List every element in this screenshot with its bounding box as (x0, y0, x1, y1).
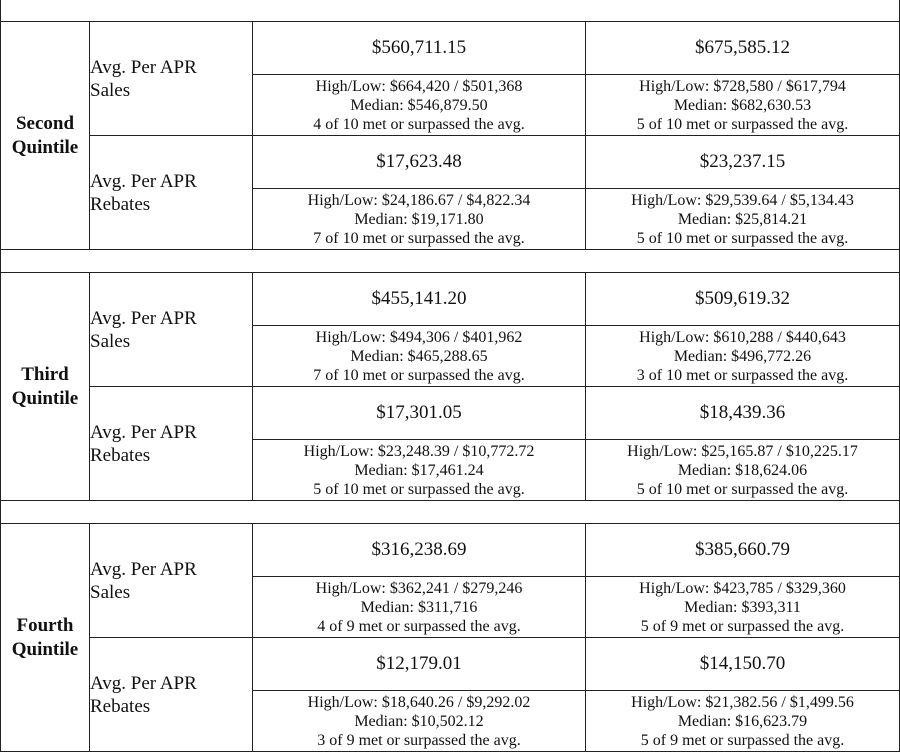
met-count-text: 4 of 10 met or surpassed the avg. (313, 115, 525, 133)
high-low-text: High/Low: $18,640.26 / $9,292.02 (307, 693, 531, 711)
empty-cell (1, 250, 900, 273)
met-count-text: 3 of 10 met or surpassed the avg. (636, 366, 849, 384)
met-count-text: 5 of 10 met or surpassed the avg. (636, 115, 849, 133)
metric-label-cell (90, 22, 253, 136)
quintile-name-cell (1, 273, 90, 501)
average-value: $17,623.48 (253, 136, 586, 189)
median-text: Median: $16,623.79 (677, 712, 808, 730)
median-text: Median: $10,502.12 (354, 712, 484, 730)
metric-label-cell (90, 387, 253, 501)
stats-cell (586, 75, 900, 136)
average-value: $18,439.36 (586, 387, 900, 440)
quintile-name: Second (15, 112, 75, 134)
table-row (1, 136, 900, 189)
high-low-text: High/Low: $423,785 / $329,360 (639, 579, 846, 597)
metric-label: Rebates (90, 444, 151, 466)
quintile-name-cell (1, 22, 90, 250)
metric-label: Rebates (90, 695, 151, 717)
metric-label: Sales (90, 330, 131, 352)
average-value: $509,619.32 (586, 273, 900, 326)
stats-cell (253, 577, 586, 638)
stats-cell (253, 691, 586, 752)
metric-label-cell (90, 524, 253, 638)
met-count-text: 3 of 9 met or surpassed the avg. (317, 731, 521, 749)
average-value: $14,150.70 (586, 638, 900, 691)
high-low-text: High/Low: $29,539.64 / $5,134.43 (631, 191, 854, 209)
met-count-text: 7 of 10 met or surpassed the avg. (313, 229, 525, 247)
quintile-name: Quintile (11, 638, 79, 660)
met-count-text: 4 of 9 met or surpassed the avg. (317, 617, 521, 635)
quintile-name-cell (1, 524, 90, 752)
stats-cell (586, 440, 900, 501)
high-low-text: High/Low: $728,580 / $617,794 (639, 77, 846, 95)
empty-cell (1, 501, 900, 524)
metric-label: Avg. Per APR (90, 170, 197, 192)
metric-label: Rebates (90, 193, 151, 215)
median-text: Median: $682,630.53 (673, 96, 812, 114)
table-row (1, 638, 900, 691)
high-low-text: High/Low: $664,420 / $501,368 (315, 77, 523, 95)
high-low-text: High/Low: $23,248.39 / $10,772.72 (303, 442, 535, 460)
metric-label-cell (90, 136, 253, 250)
table-row (1, 22, 900, 75)
average-value: $17,301.05 (253, 387, 586, 440)
median-text: Median: $393,311 (684, 598, 801, 616)
table-row (1, 524, 900, 577)
high-low-text: High/Low: $24,186.67 / $4,822.34 (307, 191, 531, 209)
high-low-text: High/Low: $21,382.56 / $1,499.56 (631, 693, 854, 711)
table-row (1, 387, 900, 440)
met-count-text: 5 of 9 met or surpassed the avg. (640, 731, 845, 749)
metric-label: Avg. Per APR (90, 672, 197, 694)
spacer-row (1, 501, 900, 524)
metric-label: Sales (90, 581, 131, 603)
high-low-text: High/Low: $362,241 / $279,246 (315, 579, 523, 597)
metric-label: Avg. Per APR (90, 307, 197, 329)
metric-label: Avg. Per APR (90, 558, 197, 580)
median-text: Median: $18,624.06 (677, 461, 808, 479)
stats-cell (253, 440, 586, 501)
quintile-name: Fourth (16, 614, 74, 636)
met-count-text: 5 of 10 met or surpassed the avg. (636, 480, 849, 498)
stats-cell (586, 189, 900, 250)
empty-cell (1, 0, 900, 22)
met-count-text: 5 of 9 met or surpassed the avg. (640, 617, 845, 635)
median-text: Median: $311,716 (360, 598, 478, 616)
stats-cell (586, 691, 900, 752)
median-text: Median: $17,461.24 (354, 461, 484, 479)
quintile-name: Quintile (11, 136, 79, 158)
median-text: Median: $25,814.21 (677, 210, 808, 228)
metric-label-cell (90, 638, 253, 752)
stats-cell (586, 577, 900, 638)
stats-cell (253, 75, 586, 136)
quintile-name: Quintile (11, 387, 79, 409)
median-text: Median: $496,772.26 (673, 347, 812, 365)
spacer-row (1, 250, 900, 273)
median-text: Median: $546,879.50 (350, 96, 488, 114)
average-value: $23,237.15 (586, 136, 900, 189)
average-value: $316,238.69 (253, 524, 586, 577)
average-value: $560,711.15 (253, 22, 586, 75)
met-count-text: 5 of 10 met or surpassed the avg. (313, 480, 525, 498)
high-low-text: High/Low: $494,306 / $401,962 (315, 328, 523, 346)
met-count-text: 7 of 10 met or surpassed the avg. (313, 366, 525, 384)
high-low-text: High/Low: $25,165.87 / $10,225.17 (627, 442, 858, 460)
average-value: $385,660.79 (586, 524, 900, 577)
metric-label: Sales (90, 79, 131, 101)
met-count-text: 5 of 10 met or surpassed the avg. (636, 229, 849, 247)
table-top-border-row (1, 0, 900, 22)
average-value: $455,141.20 (253, 273, 586, 326)
median-text: Median: $465,288.65 (350, 347, 488, 365)
metric-label-cell (90, 273, 253, 387)
quintile-name: Third (21, 363, 69, 385)
stats-cell (586, 326, 900, 387)
stats-cell (253, 326, 586, 387)
high-low-text: High/Low: $610,288 / $440,643 (639, 328, 846, 346)
average-value: $12,179.01 (253, 638, 586, 691)
median-text: Median: $19,171.80 (354, 210, 484, 228)
metric-label: Avg. Per APR (90, 421, 197, 443)
table-row (1, 273, 900, 326)
average-value: $675,585.12 (586, 22, 900, 75)
stats-cell (253, 189, 586, 250)
metric-label: Avg. Per APR (90, 56, 197, 78)
